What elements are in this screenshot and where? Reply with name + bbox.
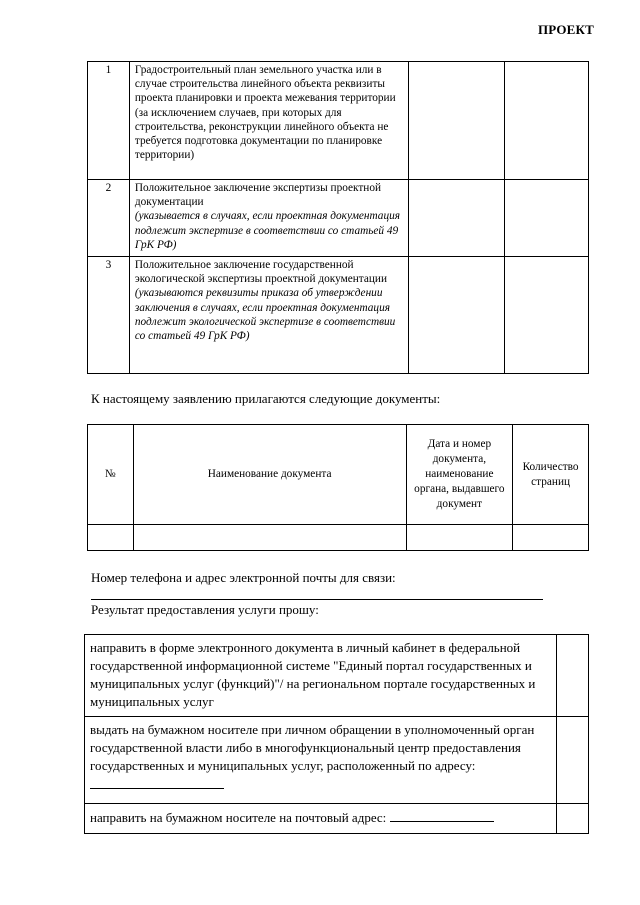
empty-cell[interactable] xyxy=(409,62,504,180)
option-checkbox[interactable] xyxy=(557,804,589,834)
attachments-intro: К настоящему заявлению прилагаются следующие документы: xyxy=(91,391,441,406)
row-description xyxy=(129,62,409,180)
contact-input-line[interactable] xyxy=(91,586,543,600)
header-number: № xyxy=(88,425,134,525)
table-row xyxy=(88,180,589,257)
option-text xyxy=(85,717,557,804)
address-input-line[interactable] xyxy=(90,775,224,789)
row-text: Положительное заключение экспертизы проектной документации xyxy=(134,182,382,209)
option-row xyxy=(85,804,589,834)
table-row xyxy=(88,62,589,180)
option-text-label: направить на бумажном носителе на почтовый адрес: xyxy=(90,810,387,825)
table-row xyxy=(88,525,589,551)
row-note: (указывается в случаях, если проектная документация подлежит экспертизе в соответствии со статьей 49 ГрК РФ) xyxy=(134,210,401,251)
header-date-number: Дата и номер документа, наименование органа, выдавшего документ xyxy=(406,425,513,525)
project-label: ПРОЕКТ xyxy=(537,22,594,37)
empty-cell[interactable] xyxy=(88,525,134,551)
row-number: 2 xyxy=(88,180,130,257)
row-description xyxy=(129,180,409,257)
empty-cell[interactable] xyxy=(409,257,504,374)
row-text: Положительное заключение государственной экологической экспертизы проектной документации xyxy=(134,259,388,286)
result-options-table xyxy=(84,634,589,834)
contact-label: Номер телефона и адрес электронной почты для связи: xyxy=(91,570,396,585)
header-document-name: Наименование документа xyxy=(133,425,406,525)
attachments-table xyxy=(87,424,589,551)
empty-cell[interactable] xyxy=(504,62,588,180)
option-row xyxy=(85,717,589,804)
result-label: Результат предоставления услуги прошу: xyxy=(91,602,319,617)
empty-cell[interactable] xyxy=(409,180,504,257)
header-page-count: Количество страниц xyxy=(513,425,589,525)
table-header-row xyxy=(88,425,589,525)
option-checkbox[interactable] xyxy=(557,635,589,717)
option-text: направить в форме электронного документа в личный кабинет в федеральной государственной информационной системе "Единый портал государственных и муниципальных услуг (функций)"/ на региональном портале государственных и муниципальных услуг xyxy=(85,635,557,717)
row-number: 1 xyxy=(88,62,130,180)
option-text xyxy=(85,804,557,834)
postal-address-input-line[interactable] xyxy=(390,808,494,822)
empty-cell[interactable] xyxy=(513,525,589,551)
row-text: Градостроительный план земельного участка или в случае строительства линейного объекта реквизиты проекта планировки и проекта межевания территории (за исключением случаев, при которых для строительства, реконструкции линейного объекта не требуется подготовка документации по планировке территории) xyxy=(134,64,396,162)
empty-cell[interactable] xyxy=(504,180,588,257)
row-number: 3 xyxy=(88,257,130,374)
row-note: (указываются реквизиты приказа об утверждении заключения в случаях, если проектная документация подлежит экологической экспертизе в соответствии со статьей 49 ГрК РФ) xyxy=(134,287,396,343)
option-checkbox[interactable] xyxy=(557,717,589,804)
empty-cell[interactable] xyxy=(133,525,406,551)
contact-field xyxy=(91,570,589,604)
prior-documents-table xyxy=(87,61,589,374)
table-row xyxy=(88,257,589,374)
empty-cell[interactable] xyxy=(504,257,588,374)
row-description xyxy=(129,257,409,374)
empty-cell[interactable] xyxy=(406,525,513,551)
option-text-label: выдать на бумажном носителе при личном обращении в уполномоченный орган государственной власти либо в многофункциональный центр предоставления государственных и муниципальных услуг, расположенный по адресу: xyxy=(90,722,535,773)
option-row xyxy=(85,635,589,717)
